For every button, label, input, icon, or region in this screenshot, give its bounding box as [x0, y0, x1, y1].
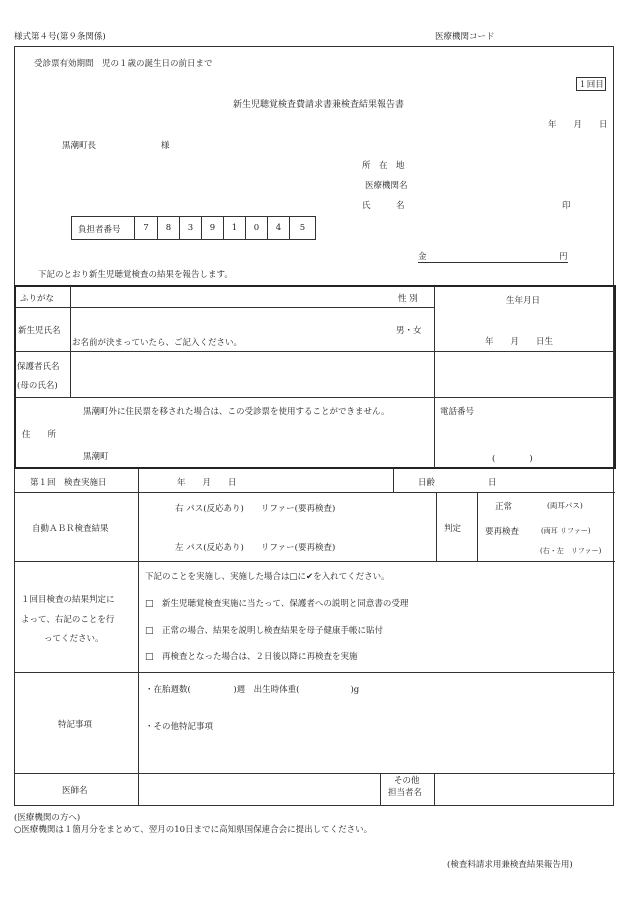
guardian-label-sub: (母の氏名) — [17, 381, 58, 391]
payer-digit: 4 — [267, 217, 289, 239]
furigana-label: ふりがな — [20, 294, 55, 304]
town-name: 黒潮町 — [83, 452, 109, 462]
actions-side-text: よって、右記のことを行 — [21, 615, 115, 625]
child-name-label: 新生児氏名 — [18, 326, 61, 336]
judgement-label: 判定 — [444, 524, 462, 534]
form-title: 新生児聴覚検査費請求書兼検査結果報告書 — [233, 100, 405, 110]
actions-side-text: １回目検査の結果判定に — [21, 595, 115, 605]
physician-name-label: 氏 名 — [362, 201, 405, 211]
abr-right-result[interactable]: 右 パス(反応あり) リファー(要再検査) — [175, 504, 336, 514]
judgement-recheck-side: (右・左 リファー) — [540, 547, 602, 555]
report-sentence: 下記のとおり新生児聴覚検査の結果を報告します。 — [38, 270, 233, 280]
phone-paren[interactable]: ( ) — [492, 454, 533, 464]
other-notes-line[interactable]: ・その他特記事項 — [145, 722, 214, 732]
judgement-recheck[interactable]: 要再検査 — [485, 527, 520, 537]
institution-name-label: 医療機関名 — [365, 181, 408, 191]
actions-intro: 下記のことを実施し、実施した場合は□に✔を入れてください。 — [145, 572, 390, 582]
institution-address-label: 所 在 地 — [362, 161, 405, 171]
guardian-label: 保護者氏名 — [17, 362, 60, 372]
exam-date-value[interactable]: 年 月 日 — [177, 478, 237, 488]
footer-form-usage: (検査料請求用兼検査結果報告用) — [447, 860, 573, 870]
abr-result-label: 自動ＡＢＲ検査結果 — [32, 524, 109, 534]
action-item[interactable]: □ 新生児聴覚検査実施に当たって、保護者への説明と同意書の受理 — [145, 599, 409, 609]
payer-digit: 3 — [179, 217, 201, 239]
form-number: 様式第４号(第９条関係) — [14, 32, 106, 42]
payer-digit: 5 — [289, 217, 315, 239]
other-staff-label: その他 — [394, 776, 420, 786]
addressee: 黒潮町長 — [62, 141, 97, 151]
gender-value[interactable]: 男・女 — [396, 326, 422, 336]
round-badge — [576, 77, 606, 91]
payer-digit: 0 — [245, 217, 267, 239]
checkbox-icon[interactable]: □ — [145, 599, 154, 609]
checkbox-icon[interactable]: □ — [145, 626, 154, 636]
actions-side-text: ってください。 — [44, 634, 104, 644]
child-name-note: お名前が決まっていたら、ご記入ください。 — [72, 338, 243, 348]
amount-line — [418, 250, 568, 263]
footer-instruction: ○医療機関は１箇月分をまとめて、翌月の10日までに高知県国保連合会に提出してください。 — [14, 825, 373, 835]
info-table — [14, 285, 616, 469]
addressee-honorific: 様 — [161, 141, 170, 151]
phone-label: 電話番号 — [440, 407, 475, 417]
institution-code-label: 医療機関コード — [435, 32, 495, 42]
exam-date-label: 第１回 検査実施日 — [30, 478, 107, 488]
payer-digit: 8 — [157, 217, 179, 239]
gender-label: 性 別 — [398, 294, 418, 304]
birth-date-label: 生年月日 — [506, 296, 541, 306]
gestation-weight-line[interactable]: ・在胎週数( )週 出生時体重( )g — [145, 685, 360, 695]
abr-left-result[interactable]: 左 パス(反応あり) リファー(要再検査) — [175, 543, 336, 553]
address-note: 黒潮町外に住民票を移された場合は、この受診票を使用することができません。 — [83, 407, 390, 417]
action-item[interactable]: □ 再検査となった場合は、２日後以降に再検査を実施 — [145, 652, 358, 662]
payer-digit: 9 — [201, 217, 223, 239]
action-item[interactable]: □ 正常の場合、結果を説明し検査結果を母子健康手帳に貼付 — [145, 626, 384, 636]
judgement-normal[interactable]: 正常 — [495, 502, 513, 512]
doctor-name-label: 医師名 — [62, 786, 88, 796]
checkbox-icon[interactable]: □ — [145, 652, 154, 662]
seal-mark: 印 — [562, 201, 571, 211]
amount-label: 金 — [418, 252, 427, 262]
date-line: 年 月 日 — [548, 120, 608, 130]
payer-number-label: 負担者番号 — [78, 225, 121, 235]
judgement-recheck-both: (両耳 リファー) — [541, 527, 591, 535]
payer-digit: 1 — [223, 217, 245, 239]
payer-number-box — [71, 216, 316, 240]
age-days-unit: 日 — [488, 478, 497, 488]
amount-unit: 円 — [559, 252, 568, 262]
address-label: 住 所 — [22, 430, 57, 440]
payer-digit: 7 — [134, 217, 157, 239]
validity-text: 受診票有効期間 児の１歳の誕生日の前日まで — [34, 59, 213, 69]
footer-to-institution: (医療機関の方へ) — [14, 813, 81, 823]
age-days-label: 日齢 — [418, 478, 436, 488]
judgement-normal-note: (両耳パス) — [547, 501, 583, 510]
other-staff-label-sub: 担当者名 — [388, 788, 423, 798]
round-badge-text: １回目 — [578, 80, 604, 90]
birth-date-value[interactable]: 年 月 日生 — [485, 337, 554, 347]
special-notes-label: 特記事項 — [58, 720, 93, 730]
